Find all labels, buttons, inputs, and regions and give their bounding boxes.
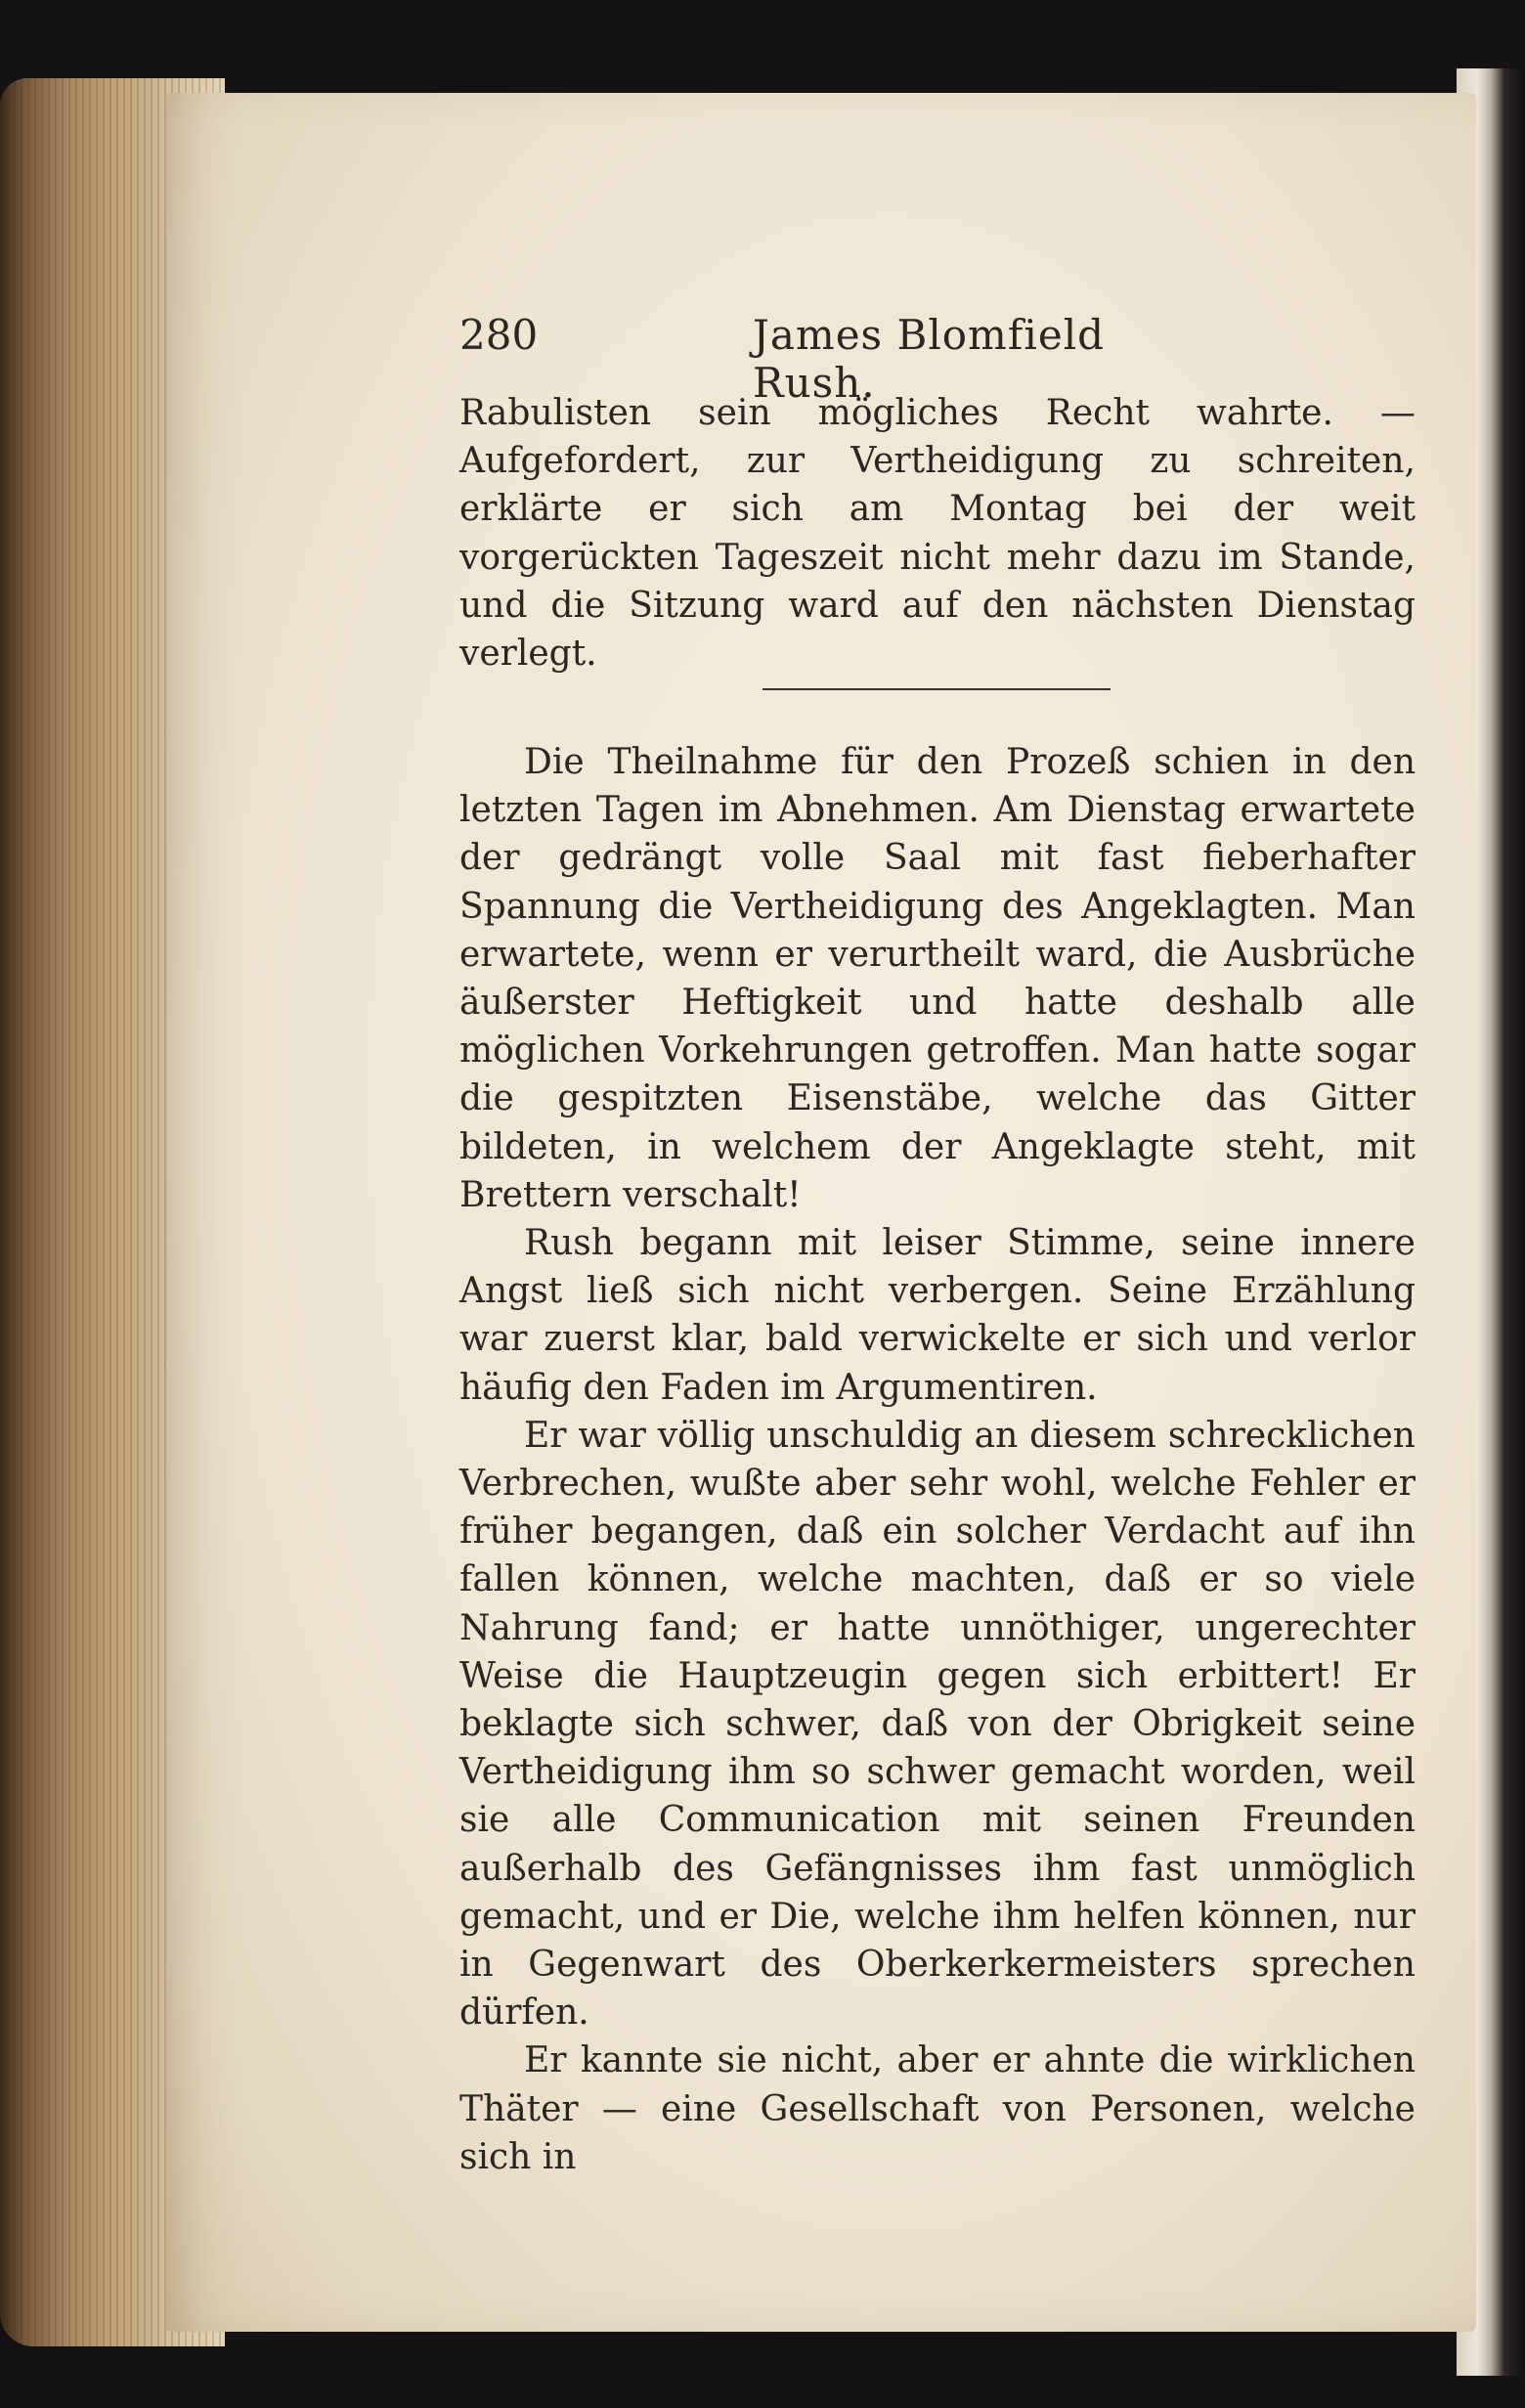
- text-block-top: [459, 389, 1416, 678]
- running-title: James Blomfield Rush.: [753, 311, 1106, 407]
- running-head: [459, 311, 1134, 407]
- paragraph: Rush begann mit leiser Stimme, seine innere Angst ließ sich nicht verbergen. Seine Erzählung war zuerst klar, bald verwickelte er sich und verlor häufig den Faden im Argumentiren.: [459, 1223, 1416, 1408]
- page-number: 280: [459, 311, 539, 359]
- paragraph: Rabulisten sein mögliches Recht wahrte. — Aufgefordert, zur Vertheidigung zu schreiten, erklärte er sich am Montag bei der weit vorgerückten Tageszeit nicht mehr dazu im Stande, und die Sitzung ward auf den nächsten Dienstag verlegt.: [459, 393, 1416, 675]
- text-block-bottom: [459, 738, 1416, 2181]
- section-divider: [762, 688, 1111, 690]
- paragraph: Er kannte sie nicht, aber er ahnte die wirklichen Thäter — eine Gesellschaft von Personen, welche sich in: [459, 2040, 1416, 2177]
- paragraph: Er war völlig unschuldig an diesem schrecklichen Verbrechen, wußte aber sehr wohl, welche Fehler er früher begangen, daß ein solcher Verdacht auf ihn fallen können, welche machten, daß er so viele Nahrung fand; er hatte unnöthiger, ungerechter Weise die Hauptzeugin gegen sich erbittert! Er beklagte sich schwer, daß von der Obrigkeit seine Vertheidigung ihm so schwer gemacht worden, weil sie alle Communication mit seinen Freunden außerhalb des Gefängnisses ihm fast unmöglich gemacht, und er Die, welche ihm helfen können, nur in Gegenwart des Oberkerkermeisters sprechen dürfen.: [459, 1415, 1416, 2034]
- paragraph: Die Theilnahme für den Prozeß schien in den letzten Tagen im Abnehmen. Am Dienstag erwartete der gedrängt volle Saal mit fast fieberhafter Spannung die Vertheidigung des Angeklagten. Man erwartete, wenn er verurtheilt ward, die Ausbrüche äußerster Heftigkeit und hatte deshalb alle möglichen Vorkehrungen getroffen. Man hatte sogar die gespitzten Eisenstäbe, welche das Gitter bildeten, in welchem der Angeklagte steht, mit Brettern verschalt!: [459, 742, 1416, 1215]
